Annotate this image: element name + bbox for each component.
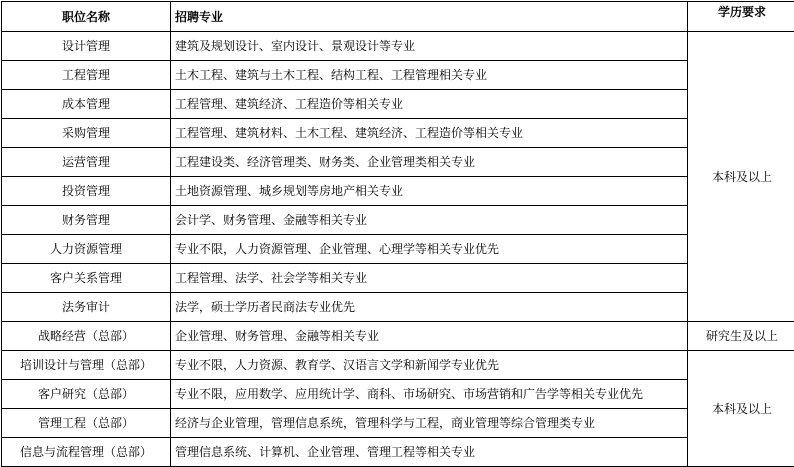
table-row bbox=[2, 32, 794, 61]
table-row bbox=[2, 380, 794, 409]
position-cell: 财务管理 bbox=[2, 206, 171, 235]
position-cell: 人力资源管理 bbox=[2, 235, 171, 264]
position-cell: 设计管理 bbox=[2, 32, 171, 61]
position-cell: 成本管理 bbox=[2, 90, 171, 119]
table-row bbox=[2, 322, 794, 351]
major-cell: 专业不限，人力资源管理、企业管理、心理学等相关专业优先 bbox=[171, 235, 688, 264]
major-cell: 经济与企业管理，管理信息系统，管理科学与工程，商业管理等综合管理类专业 bbox=[171, 409, 688, 438]
position-cell: 投资管理 bbox=[2, 177, 171, 206]
position-cell: 管理工程（总部） bbox=[2, 409, 171, 438]
position-cell: 运营管理 bbox=[2, 148, 171, 177]
position-cell: 战略经营（总部） bbox=[2, 322, 171, 351]
major-cell: 土地资源管理、城乡规划等房地产相关专业 bbox=[171, 177, 688, 206]
header-major: 招聘专业 bbox=[171, 2, 688, 32]
table-row bbox=[2, 235, 794, 264]
table-row bbox=[2, 264, 794, 293]
table-row bbox=[2, 206, 794, 235]
header-position: 职位名称 bbox=[2, 2, 171, 32]
position-cell: 法务审计 bbox=[2, 293, 171, 322]
table-header-row bbox=[2, 2, 794, 32]
position-cell: 采购管理 bbox=[2, 119, 171, 148]
table-row bbox=[2, 351, 794, 380]
table-row bbox=[2, 409, 794, 438]
position-cell: 工程管理 bbox=[2, 61, 171, 90]
position-cell: 信息与流程管理（总部） bbox=[2, 438, 171, 467]
major-cell: 法学，硕士学历者民商法专业优先 bbox=[171, 293, 688, 322]
major-cell: 工程建设类、经济管理类、财务类、企业管理类相关专业 bbox=[171, 148, 688, 177]
table-row bbox=[2, 148, 794, 177]
table-row bbox=[2, 90, 794, 119]
major-cell: 建筑及规划设计、室内设计、景观设计等专业 bbox=[171, 32, 688, 61]
header-education: 学历要求 bbox=[688, 2, 794, 32]
major-cell: 专业不限，人力资源、教育学、汉语言文学和新闻学专业优先 bbox=[171, 351, 688, 380]
position-cell: 客户关系管理 bbox=[2, 264, 171, 293]
major-cell: 工程管理、法学、社会学等相关专业 bbox=[171, 264, 688, 293]
major-cell: 管理信息系统、计算机、企业管理、管理工程等相关专业 bbox=[171, 438, 688, 467]
education-cell: 本科及以上 bbox=[688, 351, 794, 467]
position-cell: 培训设计与管理（总部） bbox=[2, 351, 171, 380]
table-row bbox=[2, 438, 794, 467]
major-cell: 土木工程、建筑与土木工程、结构工程、工程管理相关专业 bbox=[171, 61, 688, 90]
major-cell: 会计学、财务管理、金融等相关专业 bbox=[171, 206, 688, 235]
table-row bbox=[2, 61, 794, 90]
table-row bbox=[2, 119, 794, 148]
major-cell: 专业不限，应用数学、应用统计学、商科、市场研究、市场营销和广告学等相关专业优先 bbox=[171, 380, 688, 409]
position-cell: 客户研究（总部） bbox=[2, 380, 171, 409]
table-row bbox=[2, 293, 794, 322]
education-cell: 本科及以上 bbox=[688, 32, 794, 322]
major-cell: 工程管理、建筑经济、工程造价等相关专业 bbox=[171, 90, 688, 119]
table-row bbox=[2, 177, 794, 206]
major-cell: 企业管理、财务管理、金融等相关专业 bbox=[171, 322, 688, 351]
major-cell: 工程管理、建筑材料、土木工程、建筑经济、工程造价等相关专业 bbox=[171, 119, 688, 148]
education-cell: 研究生及以上 bbox=[688, 322, 794, 351]
recruitment-table bbox=[1, 1, 794, 467]
